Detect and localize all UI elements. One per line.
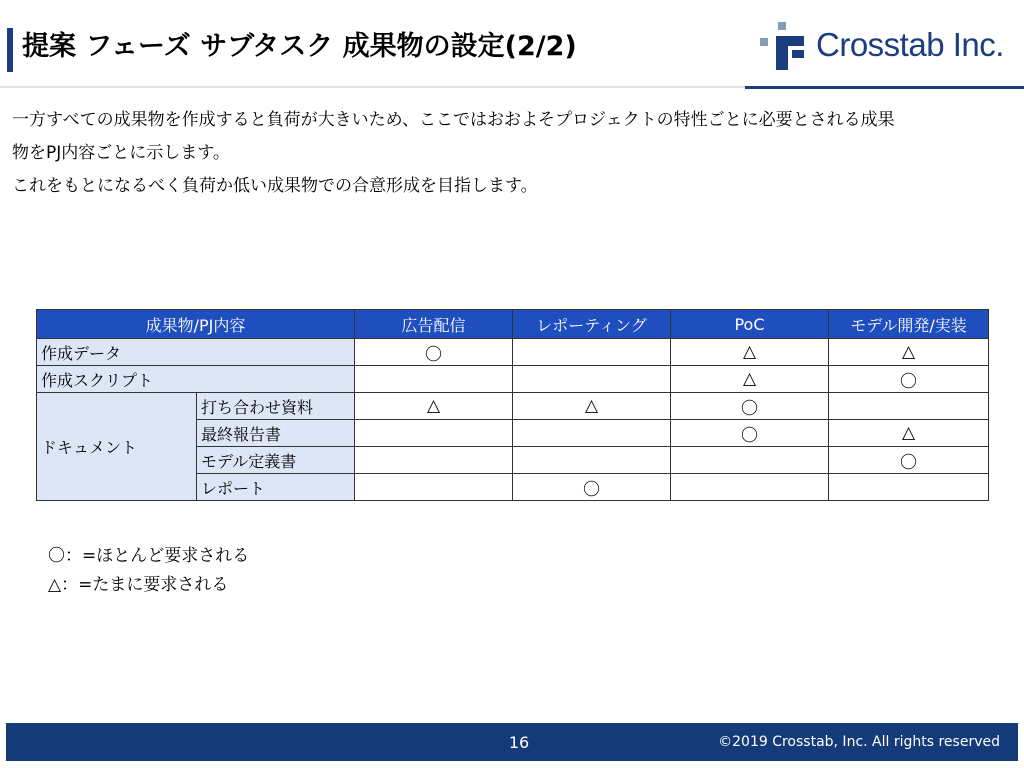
table-cell [355, 474, 513, 501]
title-accent-bar [7, 28, 13, 72]
table-cell: △ [355, 393, 513, 420]
legend-circle: 〇：=ほとんど要求される [48, 546, 250, 566]
slide-title: 提案 フェーズ サブタスク 成果物の設定(2/2) [22, 31, 577, 62]
table-cell: 〇 [355, 339, 513, 366]
column-header: モデル開発/実装 [829, 310, 989, 339]
deliverables-table [36, 309, 989, 501]
legend [48, 542, 249, 600]
row-label: 打ち合わせ資料 [197, 393, 355, 420]
logo-wordmark: Crosstab Inc. [816, 26, 1004, 63]
table-cell: △ [829, 420, 989, 447]
intro-line-1: 一方すべての成果物を作成すると負荷が大きいため、ここではおおよそプロジェクトの特性ごとに必要とされる成果 [12, 110, 895, 130]
table-cell [513, 366, 671, 393]
intro-text [12, 104, 1012, 203]
column-header: PoC [671, 310, 829, 339]
table-cell [513, 420, 671, 447]
table-header-row [37, 310, 989, 339]
table-cell: △ [671, 339, 829, 366]
column-header: 広告配信 [355, 310, 513, 339]
table-cell [355, 366, 513, 393]
table-cell: 〇 [513, 474, 671, 501]
table-cell: 〇 [829, 366, 989, 393]
row-label: モデル定義書 [197, 447, 355, 474]
copyright-notice: ©2019 Crosstab, Inc. All rights reserved [718, 734, 1000, 750]
header-divider-accent [745, 86, 1024, 89]
page-number: 16 [508, 733, 530, 752]
intro-line-3: これをもとになるべく負荷か低い成果物での合意形成を目指します。 [12, 176, 538, 196]
table-row [37, 393, 989, 420]
table-cell [513, 339, 671, 366]
table-cell [671, 474, 829, 501]
row-label: 作成データ [37, 339, 355, 366]
column-header: レポーティング [513, 310, 671, 339]
company-logo [760, 22, 1015, 74]
table-cell: 〇 [829, 447, 989, 474]
legend-triangle: △：=たまに要求される [48, 575, 229, 595]
row-label: 最終報告書 [197, 420, 355, 447]
row-label: レポート [197, 474, 355, 501]
table-cell: △ [513, 393, 671, 420]
column-header: 成果物/PJ内容 [37, 310, 355, 339]
table-cell: △ [829, 339, 989, 366]
row-label: 作成スクリプト [37, 366, 355, 393]
table-cell [829, 474, 989, 501]
table-cell [355, 447, 513, 474]
table-row [37, 366, 989, 393]
table-row [37, 339, 989, 366]
table-cell [829, 393, 989, 420]
slide-footer [6, 723, 1018, 761]
table-cell: 〇 [671, 393, 829, 420]
table-cell [355, 420, 513, 447]
intro-line-2: 物をPJ内容ごとに示します。 [12, 143, 230, 163]
table-cell: △ [671, 366, 829, 393]
group-label: ドキュメント [37, 393, 197, 501]
slide-header [0, 0, 1024, 90]
logo-mark-icon [760, 22, 812, 74]
table-cell [671, 447, 829, 474]
table-cell [513, 447, 671, 474]
table-cell: 〇 [671, 420, 829, 447]
